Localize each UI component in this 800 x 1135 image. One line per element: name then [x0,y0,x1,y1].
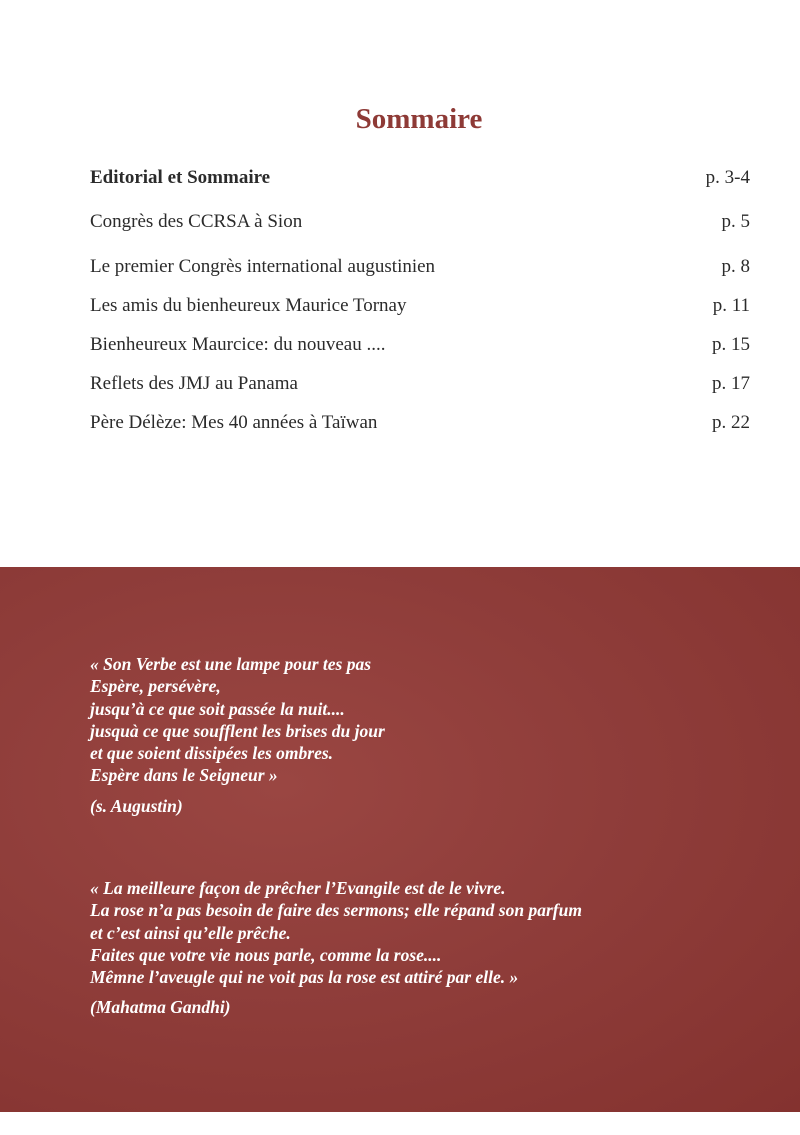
toc-entry-title: Père Délèze: Mes 40 années à Taïwan [90,412,378,433]
toc-entry-title: Bienheureux Maurcice: du nouveau .... [90,334,386,355]
toc-entry-page: p. 22 [712,412,750,433]
quote-line: Espère, persévère, [90,676,221,697]
toc-entry-title: Le premier Congrès international augustinien [90,256,436,277]
quote-author: (s. Augustin) [90,795,183,816]
quote-line: et c’est ainsi qu’elle prêche. [90,922,291,943]
quote-line: Mêmne l’aveugle qui ne voit pas la rose est attiré par elle. » [90,967,519,988]
toc-entry-amis-tornay [90,293,750,319]
quote-gandhi [90,877,582,1019]
quote-line: Faites que votre vie nous parle, comme la rose.... [90,944,442,965]
toc-entry-title: Editorial et Sommaire [90,167,271,188]
toc-entry-jmj-panama [90,371,750,397]
quote-line: jusqu’à ce que soit passée la nuit.... [90,698,345,719]
quote-line: « La meilleure façon de prêcher l’Evangile est de le vivre. [90,878,506,898]
quote-line: La rose n’a pas besoin de faire des sermons; elle répand son parfum [90,900,582,921]
table-of-contents [90,0,750,460]
page-title: Sommaire [355,103,483,135]
toc-entry-pere-deleze [90,410,750,436]
toc-entry-title: Les amis du bienheureux Maurice Tornay [90,295,407,316]
quote-author: (Mahatma Gandhi) [90,997,231,1018]
toc-entry-congres-ccrsa [90,209,750,235]
quote-line: Espère dans le Seigneur » [90,765,278,786]
toc-entry-page: p. 15 [712,334,750,355]
quote-augustin [90,653,385,817]
toc-entry-title: Congrès des CCRSA à Sion [90,211,303,232]
toc-entry-page: p. 3-4 [705,167,750,188]
toc-entry-page: p. 11 [712,295,750,316]
toc-entry-page: p. 5 [721,211,750,232]
toc-entry-page: p. 8 [721,256,750,277]
toc-entry-editorial [90,165,750,191]
quote-line: et que soient dissipées les ombres. [90,743,334,764]
quote-line: « Son Verbe est une lampe pour tes pas [90,654,371,674]
toc-entry-bienheureux-maurice [90,332,750,358]
toc-entry-title: Reflets des JMJ au Panama [90,373,298,394]
quote-panel [0,567,800,1112]
toc-entry-page: p. 17 [712,373,750,394]
toc-entry-congres-augustinien [90,254,750,280]
quote-line: jusquà ce que soufflent les brises du jour [90,720,385,741]
